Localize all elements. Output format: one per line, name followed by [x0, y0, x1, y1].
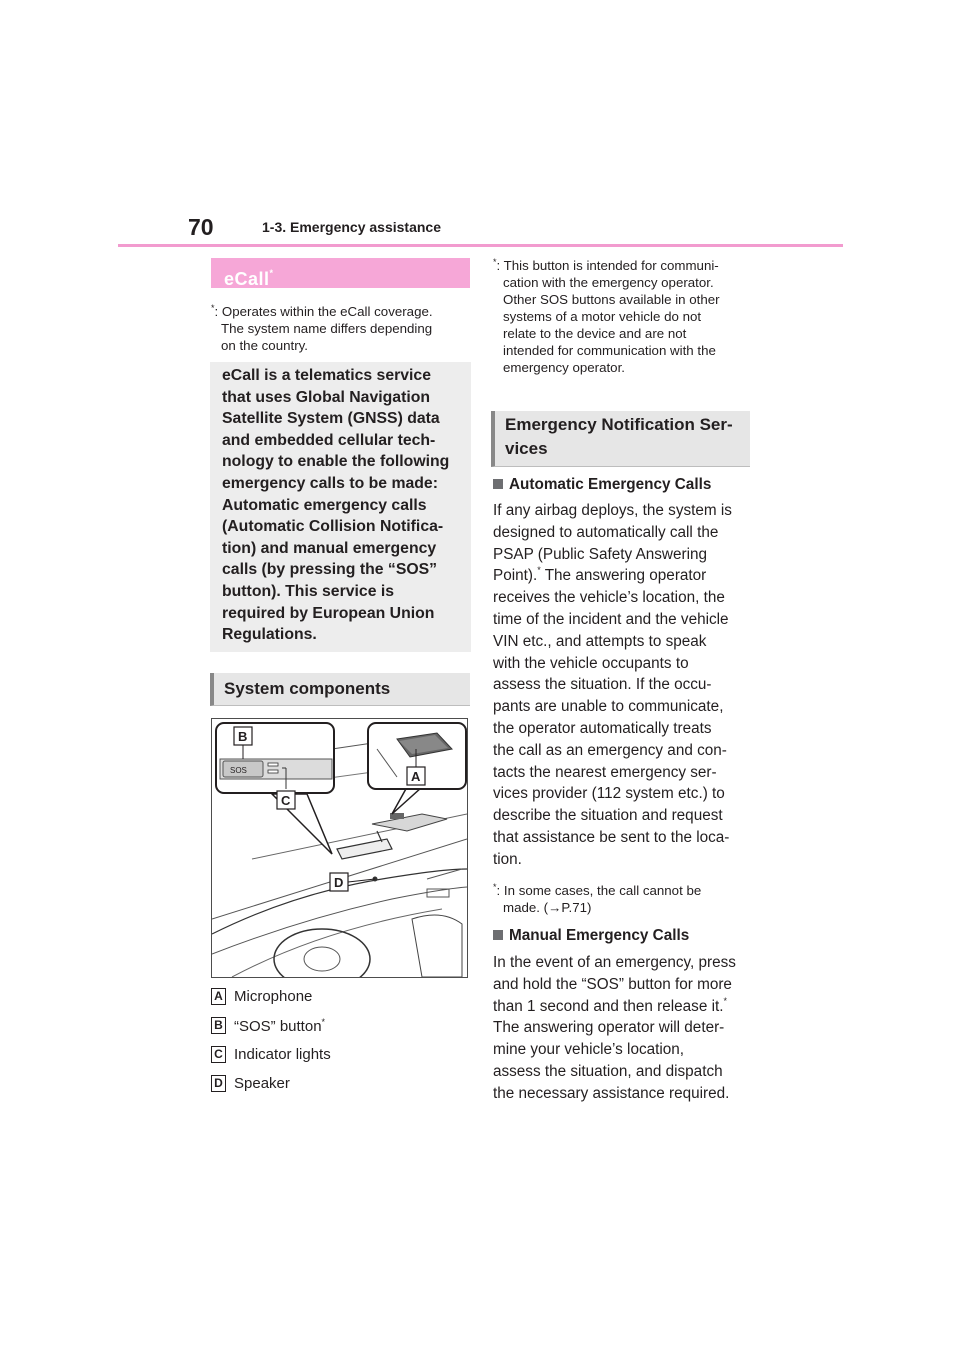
footnote-line: relate to the device and are not: [503, 326, 687, 341]
footnote-star: *: [211, 303, 215, 313]
info-line: nology to enable the following: [222, 453, 450, 471]
square-bullet-icon: [493, 930, 503, 940]
legend-text: Microphone: [234, 988, 313, 1005]
body-line: the operator automatically treats: [493, 719, 712, 737]
body-line: pants are unable to communicate,: [493, 698, 724, 716]
page-number: 70: [188, 214, 214, 240]
legend-badge: A: [211, 988, 226, 1005]
body-line: the call as an emergency and con-: [493, 741, 727, 759]
info-line: button). This service is: [222, 582, 395, 600]
body-line: that assistance be sent to the loca-: [493, 828, 730, 846]
info-line: Satellite System (GNSS) data: [222, 410, 440, 428]
body-line: with the vehicle occupants to: [493, 654, 689, 672]
legend-badge: C: [211, 1046, 226, 1063]
manual-calls-title: Manual Emergency Calls: [509, 927, 690, 944]
body-line: VIN etc., and attempts to speak: [493, 632, 707, 650]
system-components-figure: [211, 718, 468, 978]
sos-footnote: [493, 254, 753, 376]
legend-text: Indicator lights: [234, 1046, 331, 1063]
legend-item: [211, 1017, 326, 1035]
footnote-line: on the country.: [221, 338, 308, 353]
legend-text: “SOS” button: [234, 1018, 322, 1035]
footnote-line: Other SOS buttons available in other: [503, 292, 720, 307]
sos-button-text: SOS: [230, 766, 247, 775]
ecall-title: eCall: [224, 269, 270, 289]
info-line: required by European Union: [222, 604, 435, 622]
body-line: Point).: [493, 567, 538, 585]
footnote-line: intended for communication with the: [503, 343, 716, 358]
ecall-title-bar: [211, 258, 470, 288]
vehicle-interior-illustration: [212, 719, 467, 977]
ens-title-line1: Emergency Notification Ser-: [505, 415, 733, 434]
footnote-line: cation with the emergency operator.: [503, 275, 714, 290]
label-c: [277, 791, 295, 809]
footnote-line: emergency operator.: [503, 360, 625, 375]
automatic-calls-heading: [493, 476, 753, 494]
ecall-title-star: *: [269, 268, 274, 278]
body-line: receives the vehicle’s location, the: [493, 589, 725, 607]
info-line: and embedded cellular tech-: [222, 431, 436, 449]
airbag-footnote: [493, 879, 753, 916]
info-line: tion) and manual emergency: [222, 539, 437, 557]
body-line: If any airbag deploys, the system is: [493, 502, 732, 519]
footnote-line: systems of a motor vehicle do not: [503, 309, 702, 324]
legend-text: Speaker: [234, 1075, 290, 1092]
info-line: Regulations.: [222, 626, 317, 644]
footnote-line: : Operates within the eCall coverage.: [214, 304, 433, 319]
body-line: assess the situation, and dispatch: [493, 1062, 723, 1080]
footnote-star: *: [493, 882, 497, 892]
system-components-heading: [210, 673, 470, 706]
legend-item: [211, 1075, 290, 1093]
info-line: emergency calls to be made:: [222, 474, 438, 492]
body-line: assess the situation. If the occu-: [493, 676, 712, 694]
body-line: mine your vehicle’s location,: [493, 1041, 685, 1059]
footnote-line: : In some cases, the call cannot be: [496, 883, 702, 898]
automatic-calls-body: [493, 500, 755, 871]
ens-title-line2: vices: [505, 439, 548, 458]
body-star: *: [537, 565, 541, 576]
legend-item: [211, 988, 313, 1006]
manual-calls-body: [493, 952, 755, 1105]
body-line: the necessary assistance required.: [493, 1084, 730, 1102]
legend-item: [211, 1046, 331, 1064]
label-c-text: C: [281, 793, 291, 808]
footnote-star: *: [493, 257, 497, 267]
legend-badge: D: [211, 1075, 226, 1092]
info-line: Automatic emergency calls: [222, 496, 427, 514]
info-line: (Automatic Collision Notifica-: [222, 518, 444, 536]
automatic-calls-title: Automatic Emergency Calls: [509, 476, 712, 493]
ecall-footnote: [211, 300, 471, 354]
body-line: tion.: [493, 850, 522, 868]
info-line: that uses Global Navigation: [222, 388, 431, 406]
footnote-line: made. (→P.71): [503, 900, 592, 915]
section-heading: 1-3. Emergency assistance: [262, 219, 441, 235]
legend-badge: B: [211, 1017, 226, 1034]
info-line: calls (by pressing the “SOS”: [222, 561, 438, 579]
body-line: In the event of an emergency, press: [493, 954, 736, 971]
square-bullet-icon: [493, 479, 503, 489]
body-line: describe the situation and request: [493, 807, 723, 825]
body-line: PSAP (Public Safety Answering: [493, 545, 707, 563]
body-line-rest: The answering operator: [540, 567, 707, 585]
body-line: than 1 second and then release it.: [493, 997, 724, 1015]
body-line: and hold the “SOS” button for more: [493, 975, 732, 993]
label-d-text: D: [334, 875, 344, 890]
legend-star: *: [321, 1017, 326, 1027]
body-line: vices provider (112 system etc.) to: [493, 785, 725, 803]
emergency-notification-heading: [491, 411, 750, 467]
body-line: time of the incident and the vehicle: [493, 610, 729, 628]
info-line: eCall is a telematics service: [222, 367, 432, 384]
body-star: *: [723, 995, 727, 1006]
system-components-title: System components: [224, 679, 391, 698]
label-b-text: B: [238, 729, 248, 744]
body-line: The answering operator will deter-: [493, 1019, 725, 1037]
ecall-info-box: [210, 362, 471, 652]
body-line: designed to automatically call the: [493, 523, 719, 541]
footnote-line: The system name differs depending: [221, 321, 433, 336]
footnote-line: : This button is intended for communi-: [496, 258, 719, 273]
body-line: tacts the nearest emergency ser-: [493, 763, 717, 781]
manual-calls-heading: [493, 927, 753, 945]
header-rule: [118, 244, 843, 247]
label-a-text: A: [411, 769, 421, 784]
